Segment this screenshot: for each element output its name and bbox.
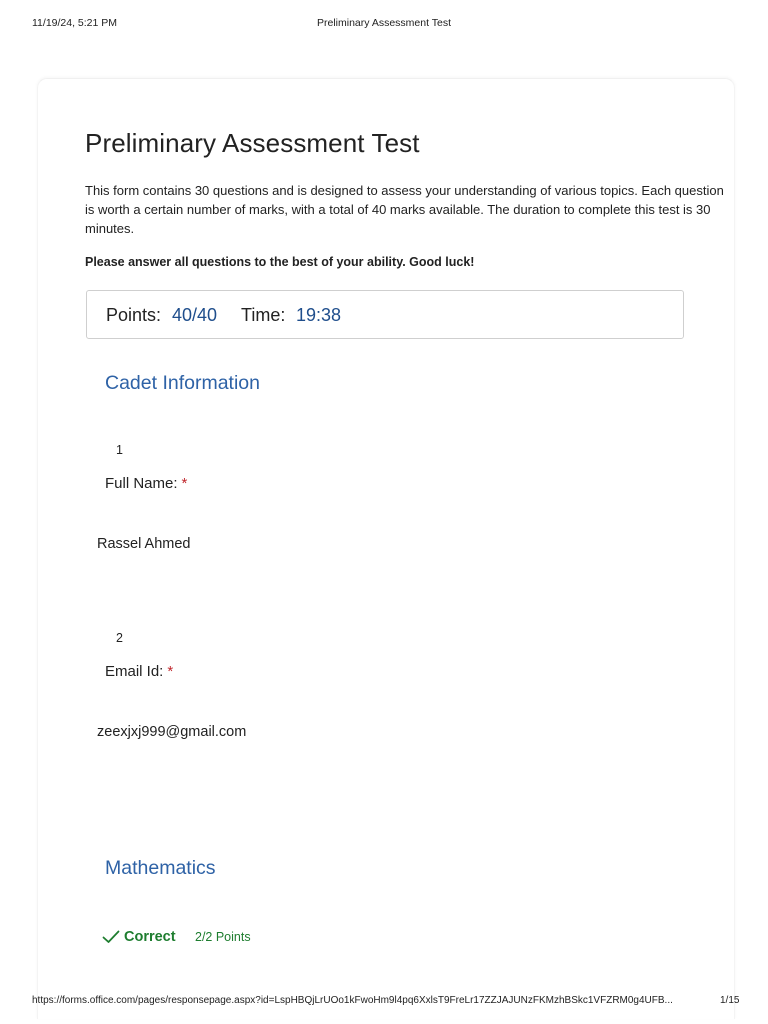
result-points: 2/2 Points	[195, 930, 251, 944]
time-value: 19:38	[296, 305, 342, 325]
checkmark-icon	[102, 930, 120, 944]
score-summary	[86, 290, 684, 339]
page-number: 1/15	[720, 995, 740, 1006]
points-value: 40/40	[172, 305, 218, 325]
page-url: https://forms.office.com/pages/responsepage.aspx?id=LspHBQjLrUOo1kFwoHm9l4pq6XxlsT9FreLr17ZZJAJUNzFKMzhBSkc1VFZRM0g4UFB...	[32, 995, 673, 1006]
required-asterisk: *	[167, 663, 174, 680]
question-label-email	[105, 663, 173, 680]
section-title-mathematics: Mathematics	[105, 857, 216, 879]
question-text: Email Id:	[105, 663, 164, 680]
answer-full-name: Rassel Ahmed	[97, 536, 191, 552]
print-footer	[0, 995, 768, 1009]
question-text: Full Name:	[105, 475, 178, 492]
form-description: This form contains 30 questions and is designed to assess your understanding of various topics. Each question is worth a certain number of marks, with a total of 40 marks available. The duration to complete this test is 30 minutes.	[85, 183, 724, 236]
print-header	[0, 17, 768, 31]
print-datetime: 11/19/24, 5:21 PM	[32, 17, 118, 29]
form-note: Please answer all questions to the best of your ability. Good luck!	[85, 255, 475, 269]
time-label: Time:	[241, 305, 286, 325]
required-asterisk: *	[181, 475, 188, 492]
form-title: Preliminary Assessment Test	[85, 128, 420, 158]
question-number: 2	[116, 631, 123, 645]
print-title: Preliminary Assessment Test	[316, 17, 452, 29]
question-number: 1	[116, 443, 123, 457]
answer-email: zeexjxj999@gmail.com	[97, 724, 247, 740]
points-label: Points:	[106, 305, 162, 325]
question-label-full-name	[105, 475, 187, 492]
result-status: Correct	[124, 929, 176, 945]
section-title-cadet-information: Cadet Information	[105, 372, 261, 394]
